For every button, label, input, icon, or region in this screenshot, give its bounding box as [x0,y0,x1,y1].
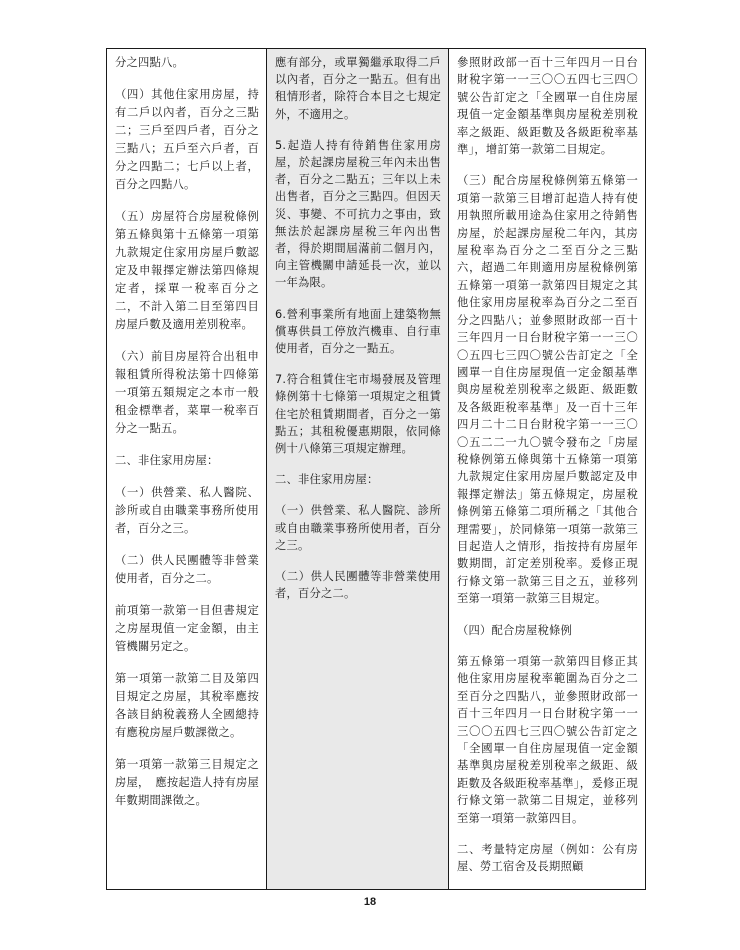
paragraph: 前項第一款第一目但書規定之房屋現值一定金額，由主管機關另定之。 [115,604,259,653]
column-current-text [267,49,449,889]
paragraph: 分之四點八。 [115,56,184,69]
paragraph: 二、非住家用房屋： [275,473,379,487]
paragraph: 應有部分，或單獨繼承取得二戶以內者，百分之一點五。但有出租情形者，除符合本目之七規定外，不適用之。 [275,56,441,121]
paragraph: 第五條第一項第一款第四目修正其他住家用房屋稅率範圍為百分之二至百分之四點八，並參照財政部一百十三年四月一日台財稅字第一一三〇〇五四七三四〇號公告訂定之「全國單一自住房屋現值一定金額基準與房屋稅差別稅率之級距、級距數及各級距稅率基準」，爰修正現行條文第一款第二目規定，並移列至第一項第一款第四目。 [457,655,638,825]
column-explanation [449,49,645,889]
comparison-table [106,48,646,890]
paragraph: （二）供人民團體等非營業使用者，百分之二。 [275,570,441,601]
paragraph: 參照財政部一百十三年四月一日台財稅字第一一三〇〇五四七三四〇號公告訂定之「全國單一自住房屋現值一定金額基準與房屋稅差別稅率之級距、級距數及各級距稅率基準」，增訂第一款第二目規定。 [457,56,638,157]
paragraph: 第一項第一款第三目規定之房屋， 應按起造人持有房屋年數期間課徵之。 [115,758,259,807]
paragraph: （六）前目房屋符合出租申報租賃所得稅法第十四條第一項第五類規定之本市一般租金標準者，菜單一稅率百分之一點五。 [115,350,259,435]
paragraph: （一）供營業、私人醫院、診所或自由職業事務所使用者，百分之三。 [115,486,259,535]
paragraph: （三）配合房屋稅條例第五條第一項第一款第三目增訂起造人持有使用執照所載用途為住家用之待銷售房屋，於起課房屋稅二年內，其房屋稅率為百分之二至百分之三點六，超過二年則適用房屋稅條例第五條第一項第一款第四目規定之其他住家用房屋稅率為百分之二至百分之四點八；並參照財政部一百十三年四月一日台財稅字第一一三〇〇五四七三四〇號公告訂定之「全國單一自住房屋現值一定金額基準與房屋稅差別稅率之級距、級距數及各級距稅率基準」及一百十三年四月二十二日台財稅字第一一三〇〇五二二一九〇號令發布之「房屋稅條例第五條與第十五條第一項第九款規定住家用房屋戶數認定及申報擇定辦法」第五條規定，房屋稅條例第五條第二項所稱之「其他合理需要」，於同條第一項第一款第三目起造人之情形，指按持有房屋年數期間，訂定差別稅率。爰修正現行條文第一款第三目之五，並移列至第一項第一款第三目規定。 [457,174,638,606]
paragraph: （五）房屋符合房屋稅條例第五條與第十五條第一項第九款規定住家用房屋戶數認定及申報擇定辦法第四條規定者，採單一稅率百分之二，不計入第二目至第四目房屋戶數及適用差別稅率。 [115,210,259,331]
paragraph: 第一項第一款第二目及第四目規定之房屋，其稅率應按各該目納稅義務人全國總持有應稅房屋戶數課徵之。 [115,672,259,739]
paragraph: 6.營利事業所有地面上建築物無償專供員工停放汽機車、自行車使用者，百分之一點五。 [275,307,441,356]
paragraph: 7.符合租賃住宅市場發展及管理條例第十七條第一項規定之租賃住宅於租賃期間者，百分之一第點五；其租稅優惠期限，依同條例十八條第三項規定辦理。 [275,373,441,456]
paragraph: （四）配合房屋稅條例 [457,623,572,637]
paragraph: （一）供營業、私人醫院、診所或自由職業事務所使用者，百分之三。 [275,504,441,552]
page-number: 18 [363,896,377,908]
paragraph: 5.起造人持有待銷售住家用房屋，於起課房屋稅三年內未出售者，百分之二點五；三年以上未出售者，百分之三點四。但因天災、事變、不可抗力之事由，致無法於起課房屋稅三年內出售者，得於期間屆滿前二個月內，向主管機關申請延長一次，並以一年為限。 [275,138,441,290]
paragraph: （四）其他住家用房屋，持有二戶以內者，百分之三點二；三戶至四戶者，百分之三點八；五戶至六戶者，百分之四點二；七戶以上者，百分之四點八。 [115,88,259,191]
paragraph: 二、考量特定房屋（例如：公有房屋、勞工宿舍及長期照顧 [457,843,638,874]
paragraph: （二）供人民團體等非營業使用者，百分之二。 [115,554,259,585]
column-amended-text [107,49,267,889]
paragraph: 二、非住家用房屋： [115,454,219,467]
